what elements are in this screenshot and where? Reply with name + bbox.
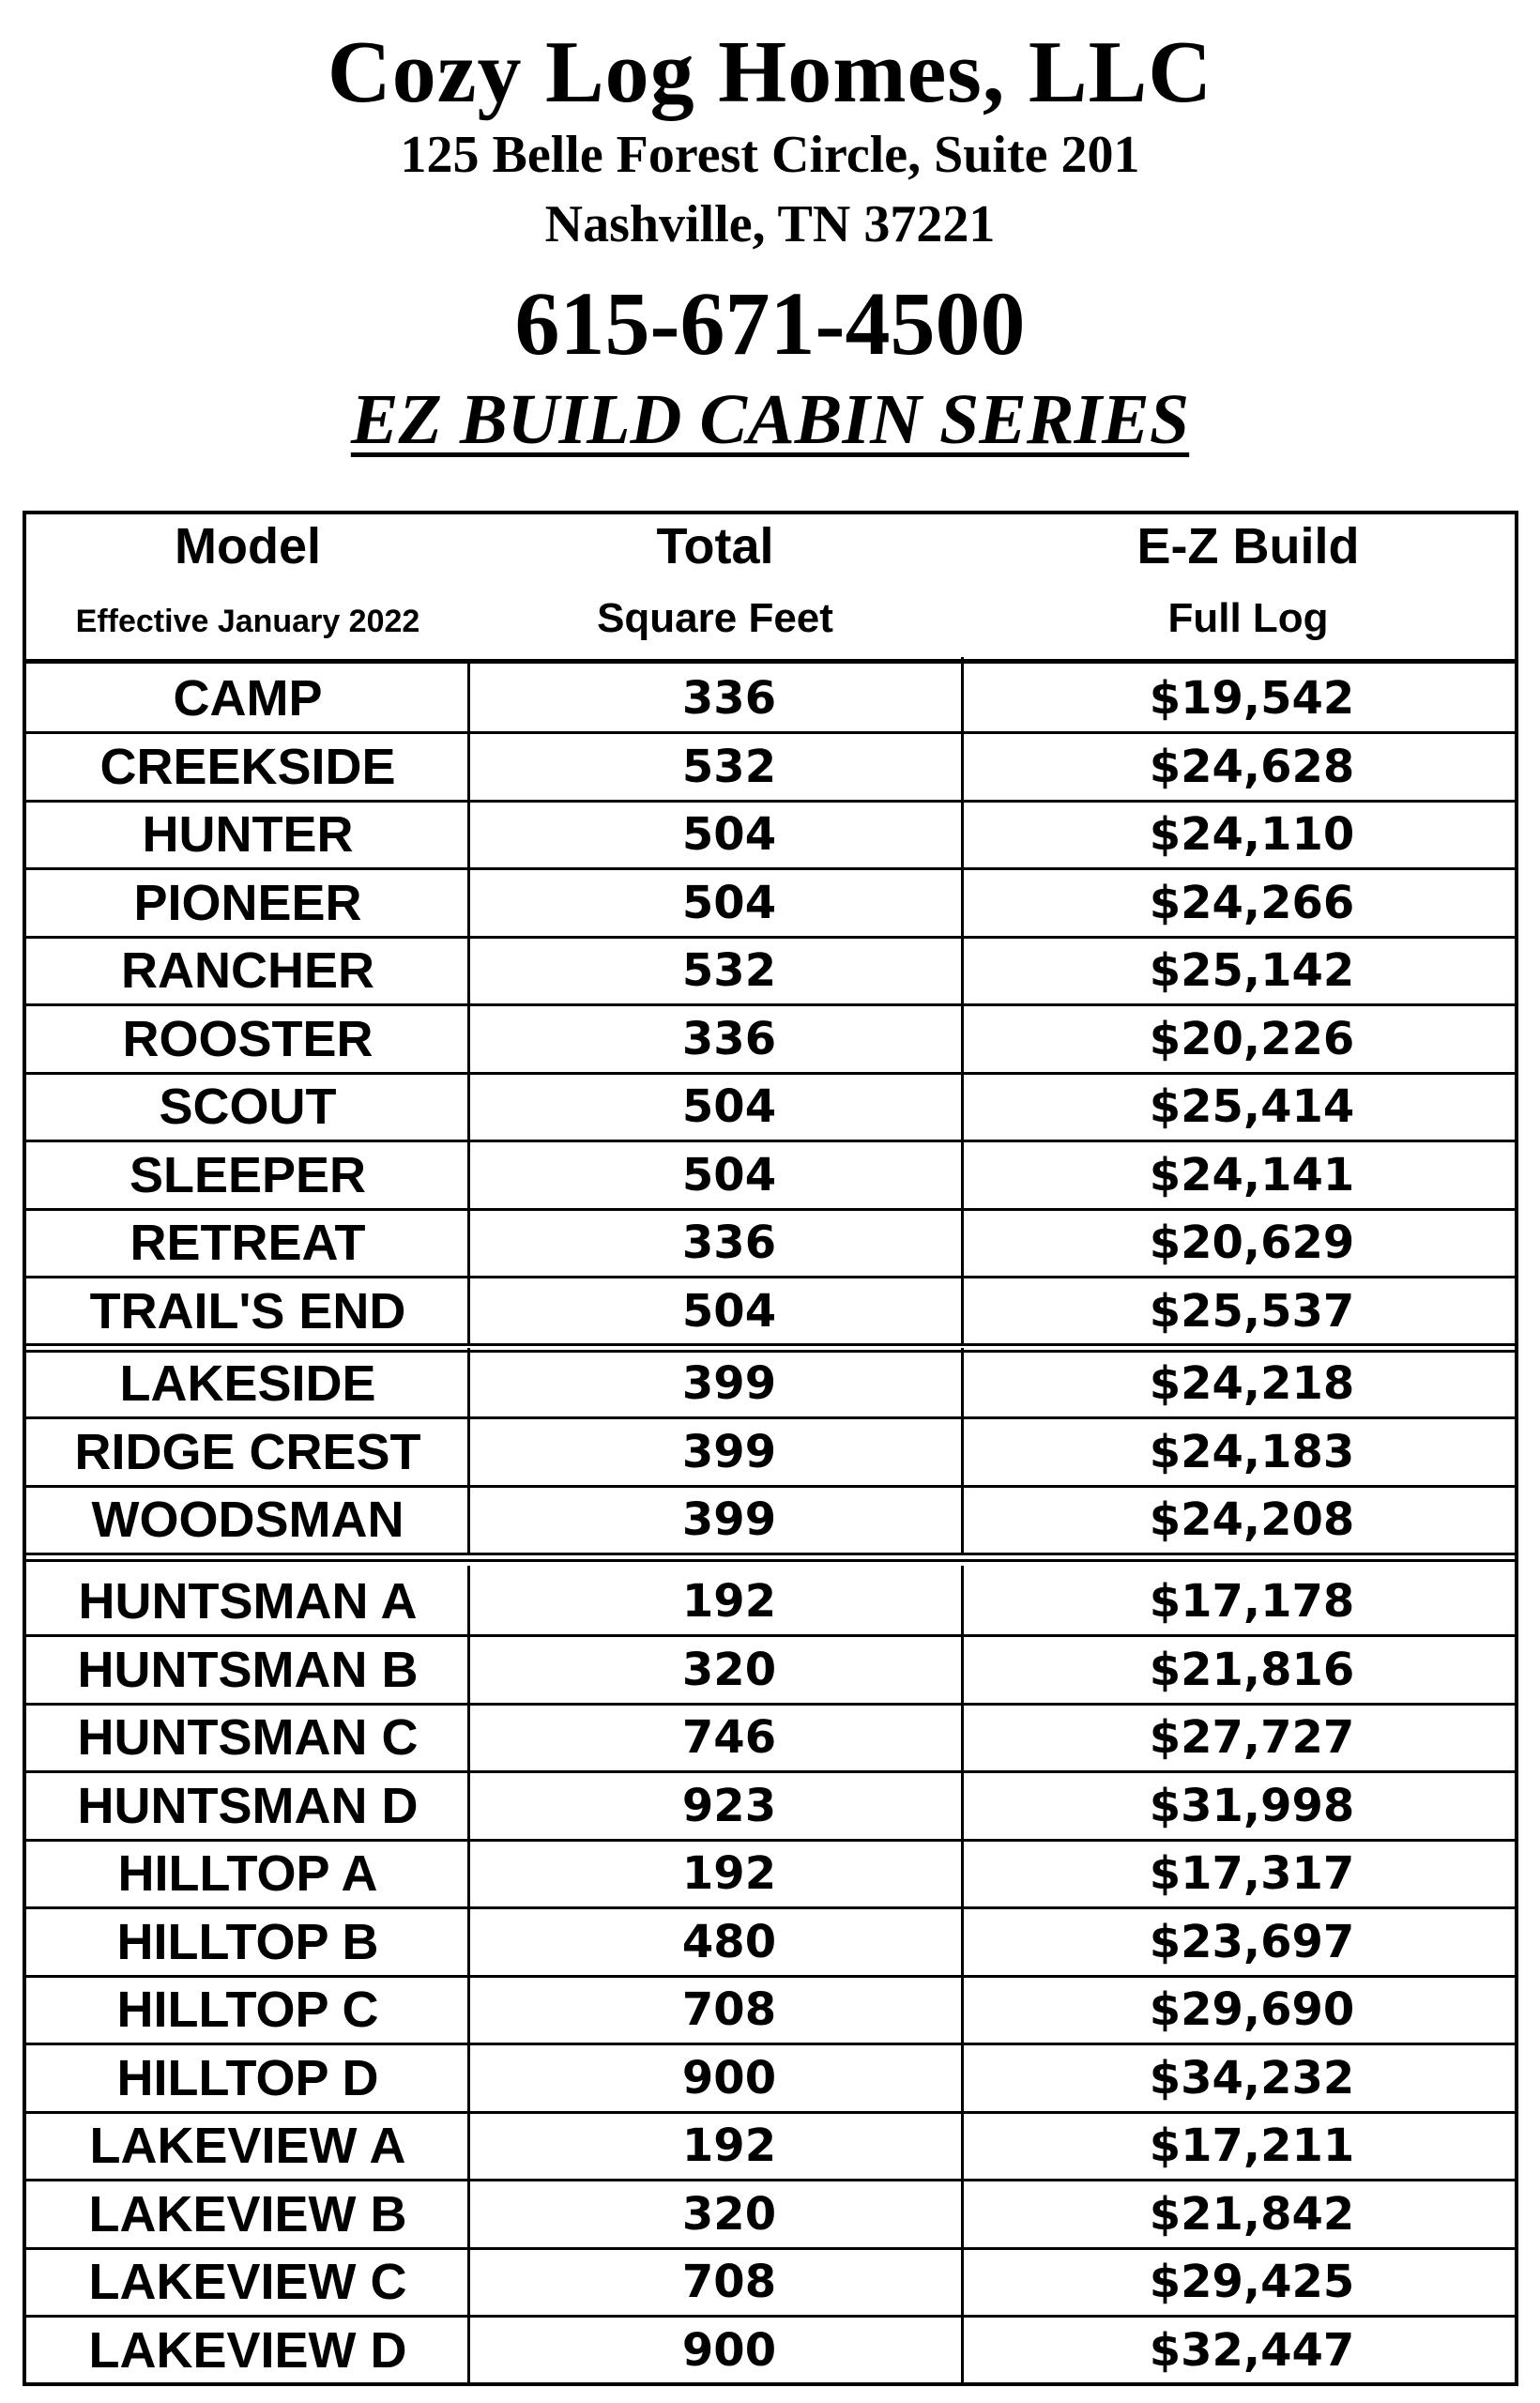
table-row bbox=[26, 801, 1515, 868]
cell-square-feet: 900 bbox=[681, 2323, 777, 2377]
cell-price: $25,142 bbox=[1149, 944, 1355, 997]
cell-model: RIDGE CREST bbox=[74, 1423, 421, 1480]
cell-price: $24,183 bbox=[1149, 1425, 1355, 1478]
table-row bbox=[26, 1636, 1515, 1704]
cell-model: HILLTOP D bbox=[116, 2049, 379, 2106]
row-divider bbox=[23, 1003, 1518, 1006]
cell-price: $21,816 bbox=[1149, 1643, 1355, 1696]
cell-price: $17,211 bbox=[1149, 2120, 1355, 2172]
column-divider-price bbox=[961, 1566, 964, 2386]
cell-price: $19,542 bbox=[1149, 672, 1355, 725]
table-row bbox=[26, 733, 1515, 801]
header-model-effective: Effective January 2022 bbox=[75, 604, 420, 639]
cell-square-feet: 336 bbox=[681, 1217, 777, 1269]
table-row bbox=[26, 1568, 1515, 1635]
cell-square-feet: 532 bbox=[681, 740, 777, 793]
row-divider bbox=[23, 1485, 1518, 1488]
cell-square-feet: 504 bbox=[681, 1284, 777, 1338]
table-row bbox=[26, 937, 1515, 1004]
cell-model: CAMP bbox=[173, 670, 323, 727]
cell-square-feet: 399 bbox=[681, 1357, 777, 1410]
cell-model: HILLTOP A bbox=[117, 1845, 378, 1902]
table-row bbox=[26, 1976, 1515, 2043]
cell-price: $17,178 bbox=[1149, 1575, 1355, 1628]
cell-square-feet: 320 bbox=[681, 1643, 777, 1696]
cell-square-feet: 708 bbox=[681, 2256, 777, 2308]
row-divider bbox=[23, 731, 1518, 734]
cell-model: HUNTSMAN C bbox=[77, 1709, 419, 1766]
cell-square-feet: 192 bbox=[681, 1847, 777, 1900]
row-divider bbox=[23, 936, 1518, 939]
cell-model: HUNTER bbox=[142, 806, 354, 863]
cell-square-feet: 399 bbox=[681, 1425, 777, 1478]
cell-price: $24,628 bbox=[1149, 740, 1355, 793]
cell-price: $20,629 bbox=[1149, 1217, 1355, 1269]
table-row bbox=[26, 1772, 1515, 1840]
row-divider bbox=[23, 1839, 1518, 1842]
cell-square-feet: 923 bbox=[681, 1779, 777, 1832]
table-row bbox=[26, 2317, 1515, 2384]
table-row bbox=[26, 1278, 1515, 1345]
table-row bbox=[26, 1704, 1515, 1771]
row-divider bbox=[23, 1072, 1518, 1075]
row-divider bbox=[23, 2179, 1518, 2181]
cell-model: RANCHER bbox=[121, 942, 374, 999]
series-title bbox=[0, 377, 1540, 462]
cell-square-feet: 504 bbox=[681, 808, 777, 861]
cell-model: HUNTSMAN B bbox=[77, 1641, 419, 1698]
cell-model: HUNTSMAN D bbox=[77, 1777, 419, 1834]
column-divider-model bbox=[467, 1566, 470, 2386]
cell-square-feet: 504 bbox=[681, 876, 777, 929]
table-row bbox=[26, 665, 1515, 732]
cell-price: $25,537 bbox=[1149, 1284, 1355, 1338]
row-divider bbox=[23, 2043, 1518, 2045]
table-row bbox=[26, 1908, 1515, 1976]
cell-price: $24,266 bbox=[1149, 876, 1355, 929]
table-row bbox=[26, 869, 1515, 937]
row-divider bbox=[23, 1416, 1518, 1419]
row-divider bbox=[23, 867, 1518, 870]
cell-model: SCOUT bbox=[159, 1079, 337, 1135]
cell-model: CREEKSIDE bbox=[99, 738, 396, 795]
table-row bbox=[26, 1840, 1515, 1907]
cell-price: $24,141 bbox=[1149, 1148, 1355, 1202]
row-divider bbox=[23, 1703, 1518, 1706]
row-divider bbox=[23, 1634, 1518, 1637]
cell-square-feet: 504 bbox=[681, 1080, 777, 1133]
cell-model: RETREAT bbox=[130, 1215, 366, 1271]
cell-model: HUNTSMAN A bbox=[78, 1573, 418, 1630]
row-divider bbox=[23, 1906, 1518, 1909]
header-full-log: Full Log bbox=[1167, 595, 1329, 641]
cell-square-feet: 746 bbox=[681, 1711, 777, 1764]
cell-price: $29,425 bbox=[1149, 2256, 1355, 2308]
cell-square-feet: 192 bbox=[681, 2120, 777, 2172]
table-row bbox=[26, 1486, 1515, 1554]
table-row bbox=[26, 1350, 1515, 1417]
cell-square-feet: 320 bbox=[681, 2187, 777, 2241]
address-line-1: 125 Belle Forest Circle, Suite 201 bbox=[400, 126, 1140, 184]
row-divider bbox=[23, 800, 1518, 803]
cell-model: HILLTOP C bbox=[116, 1982, 379, 2038]
cell-square-feet: 900 bbox=[681, 2051, 777, 2105]
cell-square-feet: 192 bbox=[681, 1575, 777, 1628]
cell-price: $34,232 bbox=[1149, 2051, 1355, 2105]
cell-price: $27,727 bbox=[1149, 1711, 1355, 1764]
cell-model: LAKEVIEW D bbox=[88, 2321, 407, 2379]
phone-number: 615-671-4500 bbox=[514, 273, 1026, 374]
cell-model: HILLTOP B bbox=[116, 1913, 379, 1970]
header-divider bbox=[23, 659, 1518, 664]
group-divider bbox=[23, 1343, 1518, 1346]
cell-model: PIONEER bbox=[133, 874, 362, 931]
group-divider bbox=[23, 1350, 1518, 1353]
row-divider bbox=[23, 1770, 1518, 1773]
row-divider bbox=[23, 1208, 1518, 1211]
table-row bbox=[26, 2248, 1515, 2316]
table-row bbox=[26, 1073, 1515, 1140]
series-title-text: EZ BUILD CABIN SERIES bbox=[350, 380, 1190, 459]
row-divider bbox=[23, 2247, 1518, 2250]
group-divider bbox=[23, 1559, 1518, 1562]
header-ez-build: E-Z Build bbox=[1136, 518, 1360, 574]
cell-model: ROOSTER bbox=[122, 1010, 374, 1067]
company-name: Cozy Log Homes, LLC bbox=[327, 23, 1213, 121]
cell-model: LAKEVIEW A bbox=[89, 2118, 406, 2174]
table-row bbox=[26, 2044, 1515, 2112]
cell-square-feet: 336 bbox=[681, 672, 777, 725]
cell-price: $24,218 bbox=[1149, 1357, 1355, 1410]
table-row bbox=[26, 1141, 1515, 1209]
cell-price: $24,208 bbox=[1149, 1493, 1355, 1546]
cell-price: $24,110 bbox=[1149, 808, 1355, 861]
cell-model: LAKEVIEW C bbox=[88, 2254, 407, 2310]
table-row bbox=[26, 1209, 1515, 1277]
address-line-2: Nashville, TN 37221 bbox=[544, 195, 996, 253]
column-divider-price bbox=[961, 663, 964, 1345]
row-divider bbox=[23, 1975, 1518, 1978]
cell-square-feet: 532 bbox=[681, 944, 777, 997]
cell-model: WOODSMAN bbox=[91, 1492, 404, 1548]
header-model: Model bbox=[175, 518, 321, 574]
group-divider bbox=[23, 1553, 1518, 1555]
header-total: Total bbox=[656, 518, 774, 574]
cell-price: $20,226 bbox=[1149, 1012, 1355, 1065]
column-divider-model bbox=[467, 1348, 470, 1554]
cell-price: $29,690 bbox=[1149, 1983, 1355, 2036]
table-row bbox=[26, 2112, 1515, 2180]
cell-square-feet: 336 bbox=[681, 1012, 777, 1065]
cell-model: LAKESIDE bbox=[119, 1355, 376, 1412]
row-divider bbox=[23, 2315, 1518, 2318]
table-row bbox=[26, 1418, 1515, 1486]
row-divider bbox=[23, 1276, 1518, 1278]
table-row bbox=[26, 2181, 1515, 2248]
cell-model: TRAIL'S END bbox=[89, 1282, 406, 1339]
cell-square-feet: 480 bbox=[681, 1915, 777, 1968]
header-square-feet: Square Feet bbox=[597, 595, 833, 641]
cell-square-feet: 399 bbox=[681, 1493, 777, 1546]
table-row bbox=[26, 1005, 1515, 1073]
row-divider bbox=[23, 1140, 1518, 1142]
column-divider-price bbox=[961, 1348, 964, 1554]
cell-price: $31,998 bbox=[1149, 1779, 1355, 1832]
cell-price: $32,447 bbox=[1149, 2323, 1355, 2377]
cell-price: $21,842 bbox=[1149, 2187, 1355, 2241]
cell-price: $23,697 bbox=[1149, 1915, 1355, 1968]
cell-model: LAKEVIEW B bbox=[88, 2185, 407, 2242]
cell-model: SLEEPER bbox=[129, 1146, 367, 1203]
column-divider-model bbox=[467, 663, 470, 1345]
cell-price: $17,317 bbox=[1149, 1847, 1355, 1900]
cell-price: $25,414 bbox=[1149, 1080, 1355, 1133]
cell-square-feet: 504 bbox=[681, 1148, 777, 1202]
cell-square-feet: 708 bbox=[681, 1983, 777, 2036]
row-divider bbox=[23, 2111, 1518, 2114]
